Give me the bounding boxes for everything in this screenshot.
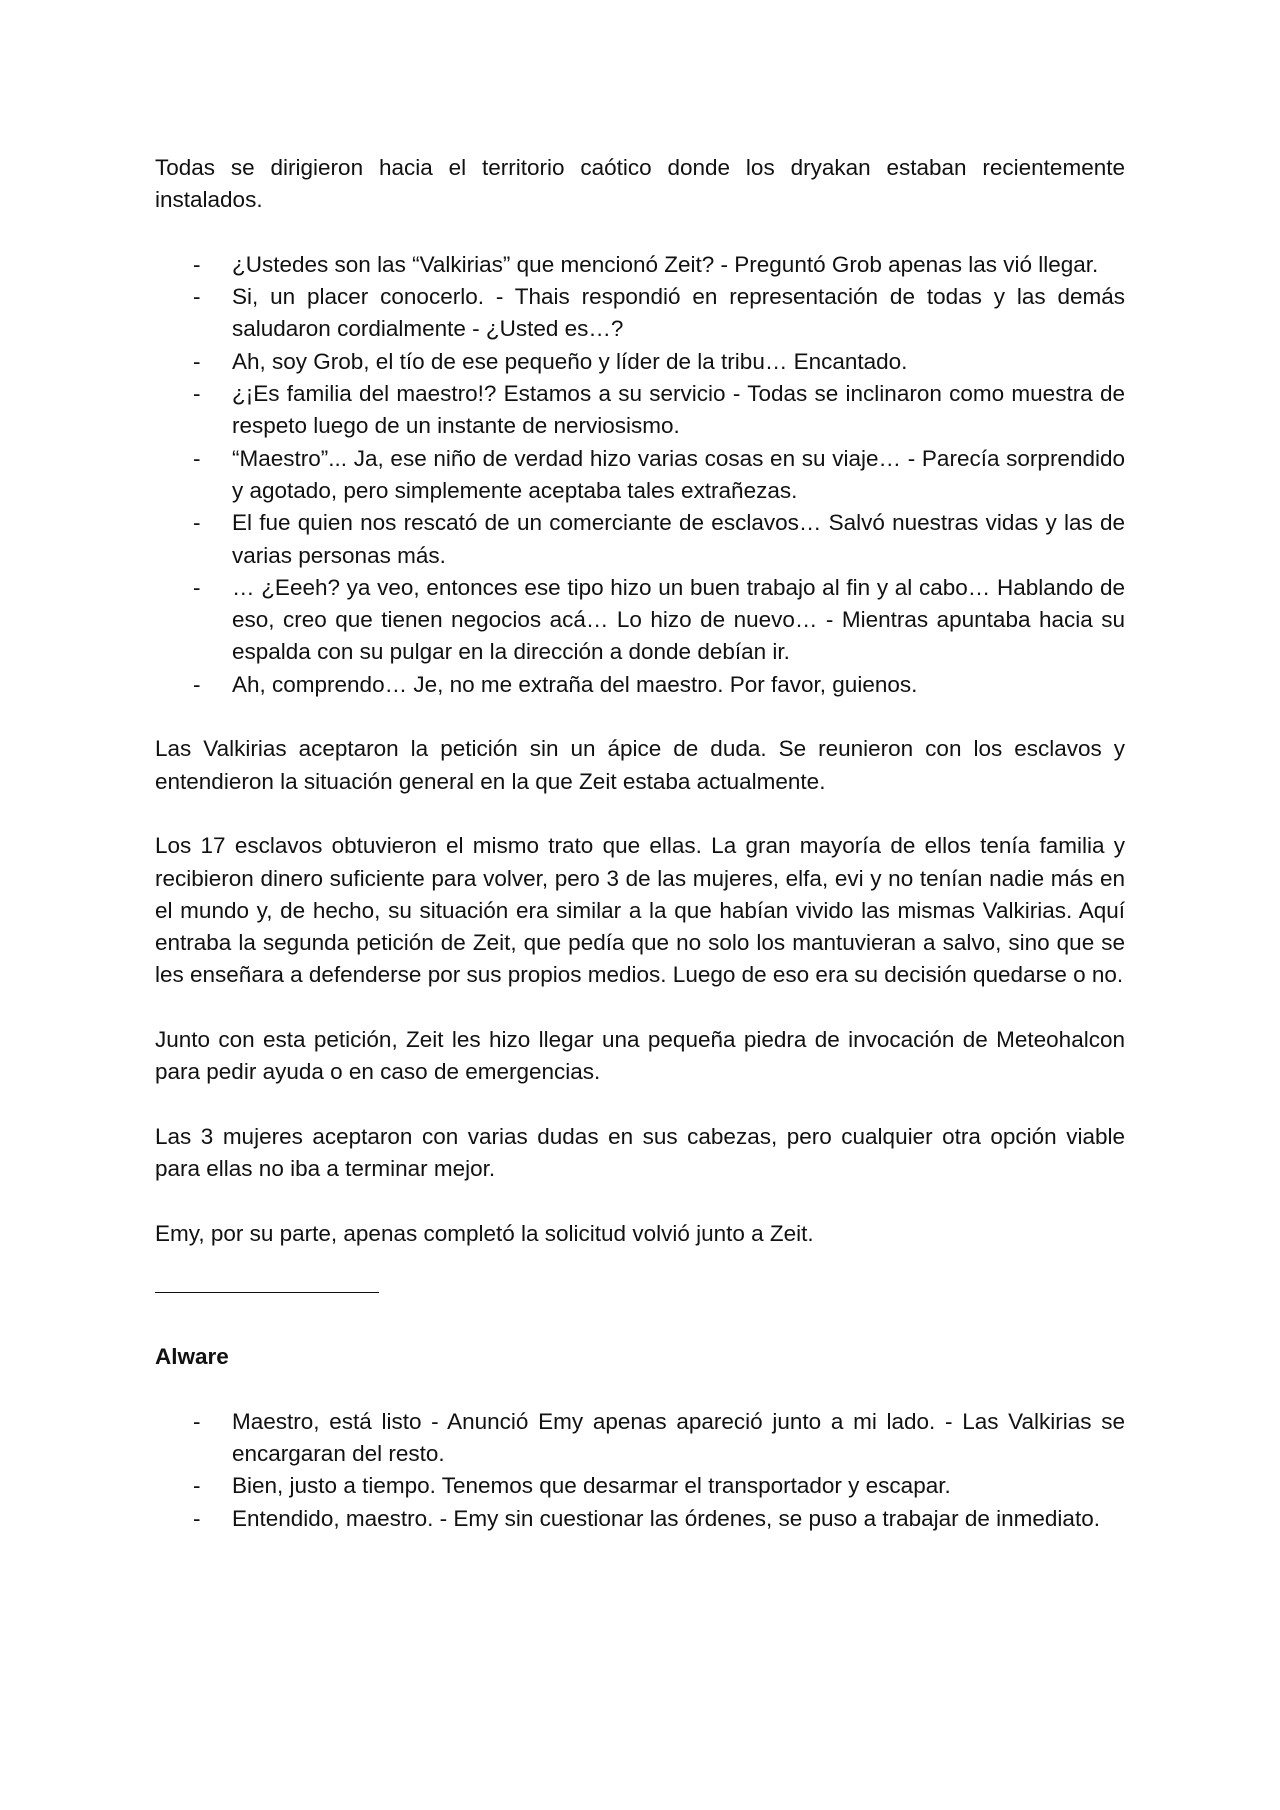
document-page [155, 152, 1125, 1567]
dialogue-line [155, 1503, 1125, 1535]
dialogue-line [155, 346, 1125, 378]
body-paragraph: Los 17 esclavos obtuvieron el mismo trato que ellas. La gran mayoría de ellos tenía familia y recibieron dinero suficiente para volver, pero 3 de las mujeres, elfa, evi y no tenían nadie más en el mundo y, de hecho, su situación era similar a la que habían vivido las mismas Valkirias. Aquí entraba la segunda petición de Zeit, que pedía que no solo los mantuvieran a salvo, sino que se les enseñara a defenderse por sus propios medios. Luego de eso era su decisión quedarse o no. [155, 833, 1125, 988]
body-paragraph: Las 3 mujeres aceptaron con varias dudas en sus cabezas, pero cualquier otra opción viable para ellas no iba a terminar mejor. [155, 1123, 1125, 1182]
dialogue-line [155, 507, 1125, 572]
dialogue-list-alware [155, 1406, 1125, 1535]
dialogue-text: Ah, soy Grob, el tío de ese pequeño y líder de la tribu… Encantado. [232, 348, 908, 374]
dialogue-text: Entendido, maestro. - Emy sin cuestionar las órdenes, se puso a trabajar de inmediato. [232, 1505, 1100, 1531]
dialogue-dash: - [193, 348, 201, 374]
dialogue-line [155, 1406, 1125, 1471]
dialogue-dash: - [193, 251, 201, 277]
dialogue-text: … ¿Eeeh? ya veo, entonces ese tipo hizo un buen trabajo al fin y al cabo… Hablando de eso, creo que tienen negocios acá… Lo hizo de nuevo… - Mientras apuntaba hacia su espalda con su pulgar en la dirección a donde debían ir. [232, 574, 1125, 665]
dialogue-dash: - [193, 381, 201, 407]
dialogue-dash: - [193, 1473, 201, 1499]
dialogue-text: “Maestro”... Ja, ese niño de verdad hizo varias cosas en su viaje… - Parecía sorprendido y agotado, pero simplemente aceptaba tales extrañezas. [232, 445, 1125, 503]
dialogue-line [155, 378, 1125, 443]
dialogue-text: Maestro, está listo - Anunció Emy apenas apareció junto a mi lado. - Las Valkirias se encargaran del resto. [232, 1408, 1125, 1466]
dialogue-dash: - [193, 445, 201, 471]
dialogue-dash: - [193, 574, 201, 600]
dialogue-line [155, 443, 1125, 508]
dialogue-text: ¿Ustedes son las “Valkirias” que mencionó Zeit? - Preguntó Grob apenas las vió llegar. [232, 251, 1099, 277]
dialogue-line [155, 1470, 1125, 1502]
section-separator-line [155, 1292, 379, 1293]
dialogue-text: Ah, comprendo… Je, no me extraña del maestro. Por favor, guienos. [232, 671, 918, 697]
dialogue-line [155, 249, 1125, 281]
dialogue-dash: - [193, 671, 201, 697]
dialogue-text: Bien, justo a tiempo. Tenemos que desarmar el transportador y escapar. [232, 1473, 951, 1499]
dialogue-list-valkirias-grob [155, 249, 1125, 701]
dialogue-dash: - [193, 1505, 201, 1531]
body-paragraph: Las Valkirias aceptaron la petición sin un ápice de duda. Se reunieron con los esclavos y entendieron la situación general en la que Zeit estaba actualmente. [155, 736, 1125, 794]
section-heading: Alware [155, 1344, 229, 1370]
dialogue-line [155, 281, 1125, 346]
intro-paragraph: Todas se dirigieron hacia el territorio caótico donde los dryakan estaban recientemente instalados. [155, 155, 1125, 213]
body-paragraph: Junto con esta petición, Zeit les hizo llegar una pequeña piedra de invocación de Meteohalcon para pedir ayuda o en caso de emergencias. [155, 1027, 1125, 1085]
dialogue-line [155, 572, 1125, 669]
dialogue-line [155, 669, 1125, 701]
dialogue-dash: - [193, 284, 201, 310]
body-paragraph: Emy, por su parte, apenas completó la solicitud volvió junto a Zeit. [155, 1220, 814, 1246]
dialogue-dash: - [193, 1408, 201, 1434]
dialogue-text: ¿¡Es familia del maestro!? Estamos a su servicio - Todas se inclinaron como muestra de respeto luego de un instante de nerviosismo. [232, 381, 1125, 439]
dialogue-text: El fue quien nos rescató de un comerciante de esclavos… Salvó nuestras vidas y las de varias personas más. [232, 510, 1125, 568]
dialogue-text: Si, un placer conocerlo. - Thais respondió en representación de todas y las demás saludaron cordialmente - ¿Usted es…? [232, 284, 1125, 342]
dialogue-dash: - [193, 510, 201, 536]
